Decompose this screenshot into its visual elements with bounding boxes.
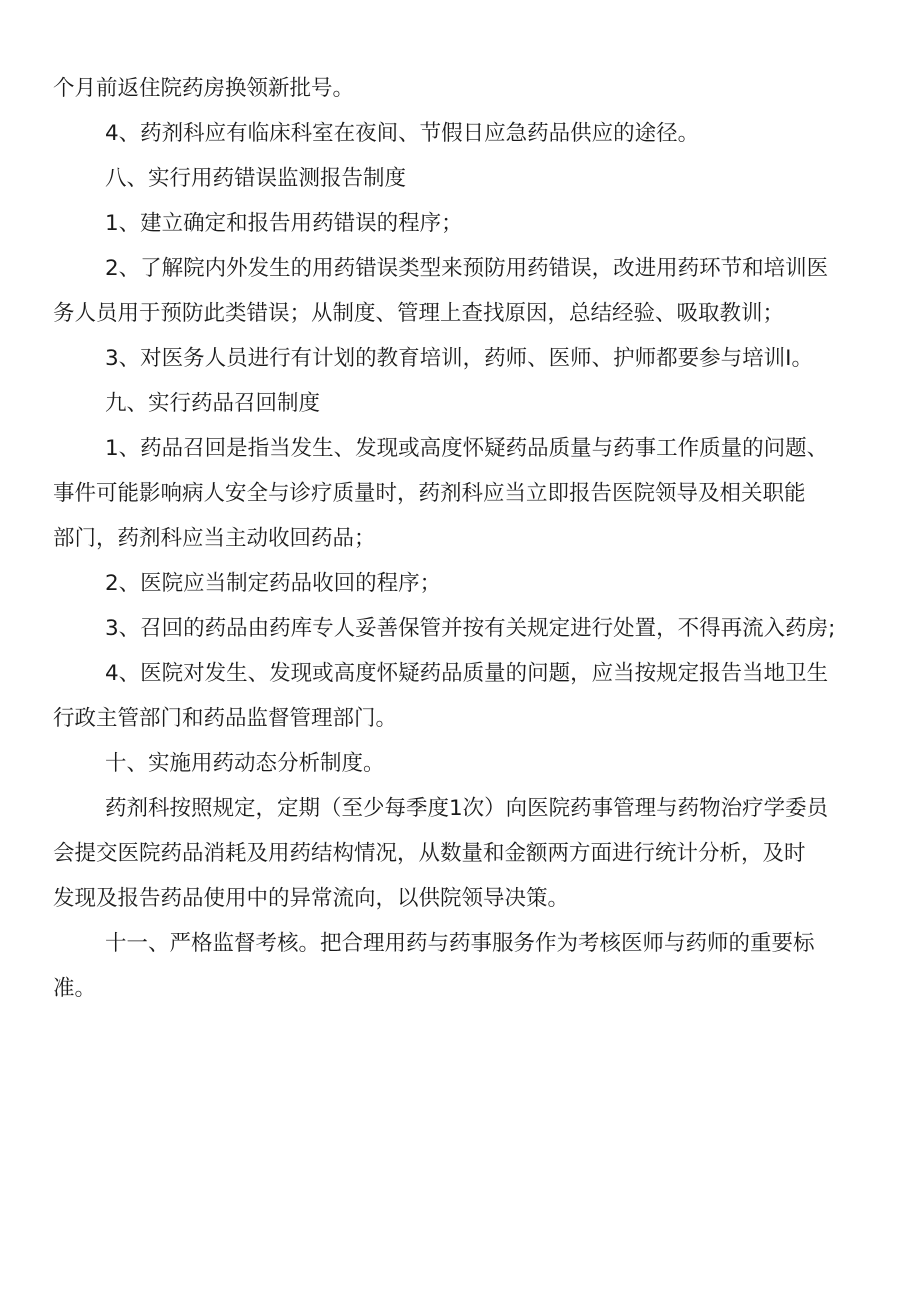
text-line: 事件可能影响病人安全与诊疗质量时，药剂科应当立即报告医院领导及相关职能 (53, 481, 806, 506)
list-item-1-procedure: 1、建立确定和报告用药错误的程序； (105, 211, 463, 236)
section-heading-8: 八、实行用药错误监测报告制度 (105, 166, 407, 191)
text-line: 会提交医院药品消耗及用药结构情况，从数量和金额两方面进行统计分析，及时 (53, 841, 806, 866)
list-item-4-recall-report: 4、医院对发生、发现或高度怀疑药品质量的问题，应当按规定报告当地卫生 (105, 661, 829, 686)
text-line: 行政主管部门和药品监督管理部门。 (53, 706, 398, 731)
paragraph-analysis: 药剂科按照规定，定期（至少每季度1次）向医院药事管理与药物治疗学委员 (105, 796, 829, 821)
text-line: 部门，药剂科应当主动收回药品； (53, 526, 376, 551)
list-item-4-emergency-supply: 4、药剂科应有临床科室在夜间、节假日应急药品供应的途径。 (105, 121, 700, 146)
text-line: 个月前返住院药房换领新批号。 (53, 76, 355, 101)
list-item-2-recall-procedure: 2、医院应当制定药品收回的程序； (105, 571, 442, 596)
list-item-2-prevention: 2、了解院内外发生的用药错误类型来预防用药错误，改进用药环节和培训医 (105, 256, 829, 281)
section-heading-9: 九、实行药品召回制度 (105, 391, 321, 416)
text-line: 务人员用于预防此类错误；从制度、管理上查找原因，总结经验、吸取教训； (53, 301, 785, 326)
text-line: 准。 (53, 976, 97, 1001)
section-heading-10: 十、实施用药动态分析制度。 (105, 751, 385, 776)
section-heading-11: 十一、严格监督考核。把合理用药与药事服务作为考核医师与药师的重要标 (105, 931, 815, 956)
list-item-1-recall-definition: 1、药品召回是指当发生、发现或高度怀疑药品质量与药事工作质量的问题、 (105, 436, 829, 461)
text-line: 发现及报告药品使用中的异常流向，以供院领导决策。 (53, 886, 570, 911)
list-item-3-training: 3、对医务人员进行有计划的教育培训，药师、医师、护师都要参与培训I。 (105, 346, 814, 371)
list-item-3-recall-storage: 3、召回的药品由药库专人妥善保管并按有关规定进行处置，不得再流入药房; (105, 616, 836, 641)
